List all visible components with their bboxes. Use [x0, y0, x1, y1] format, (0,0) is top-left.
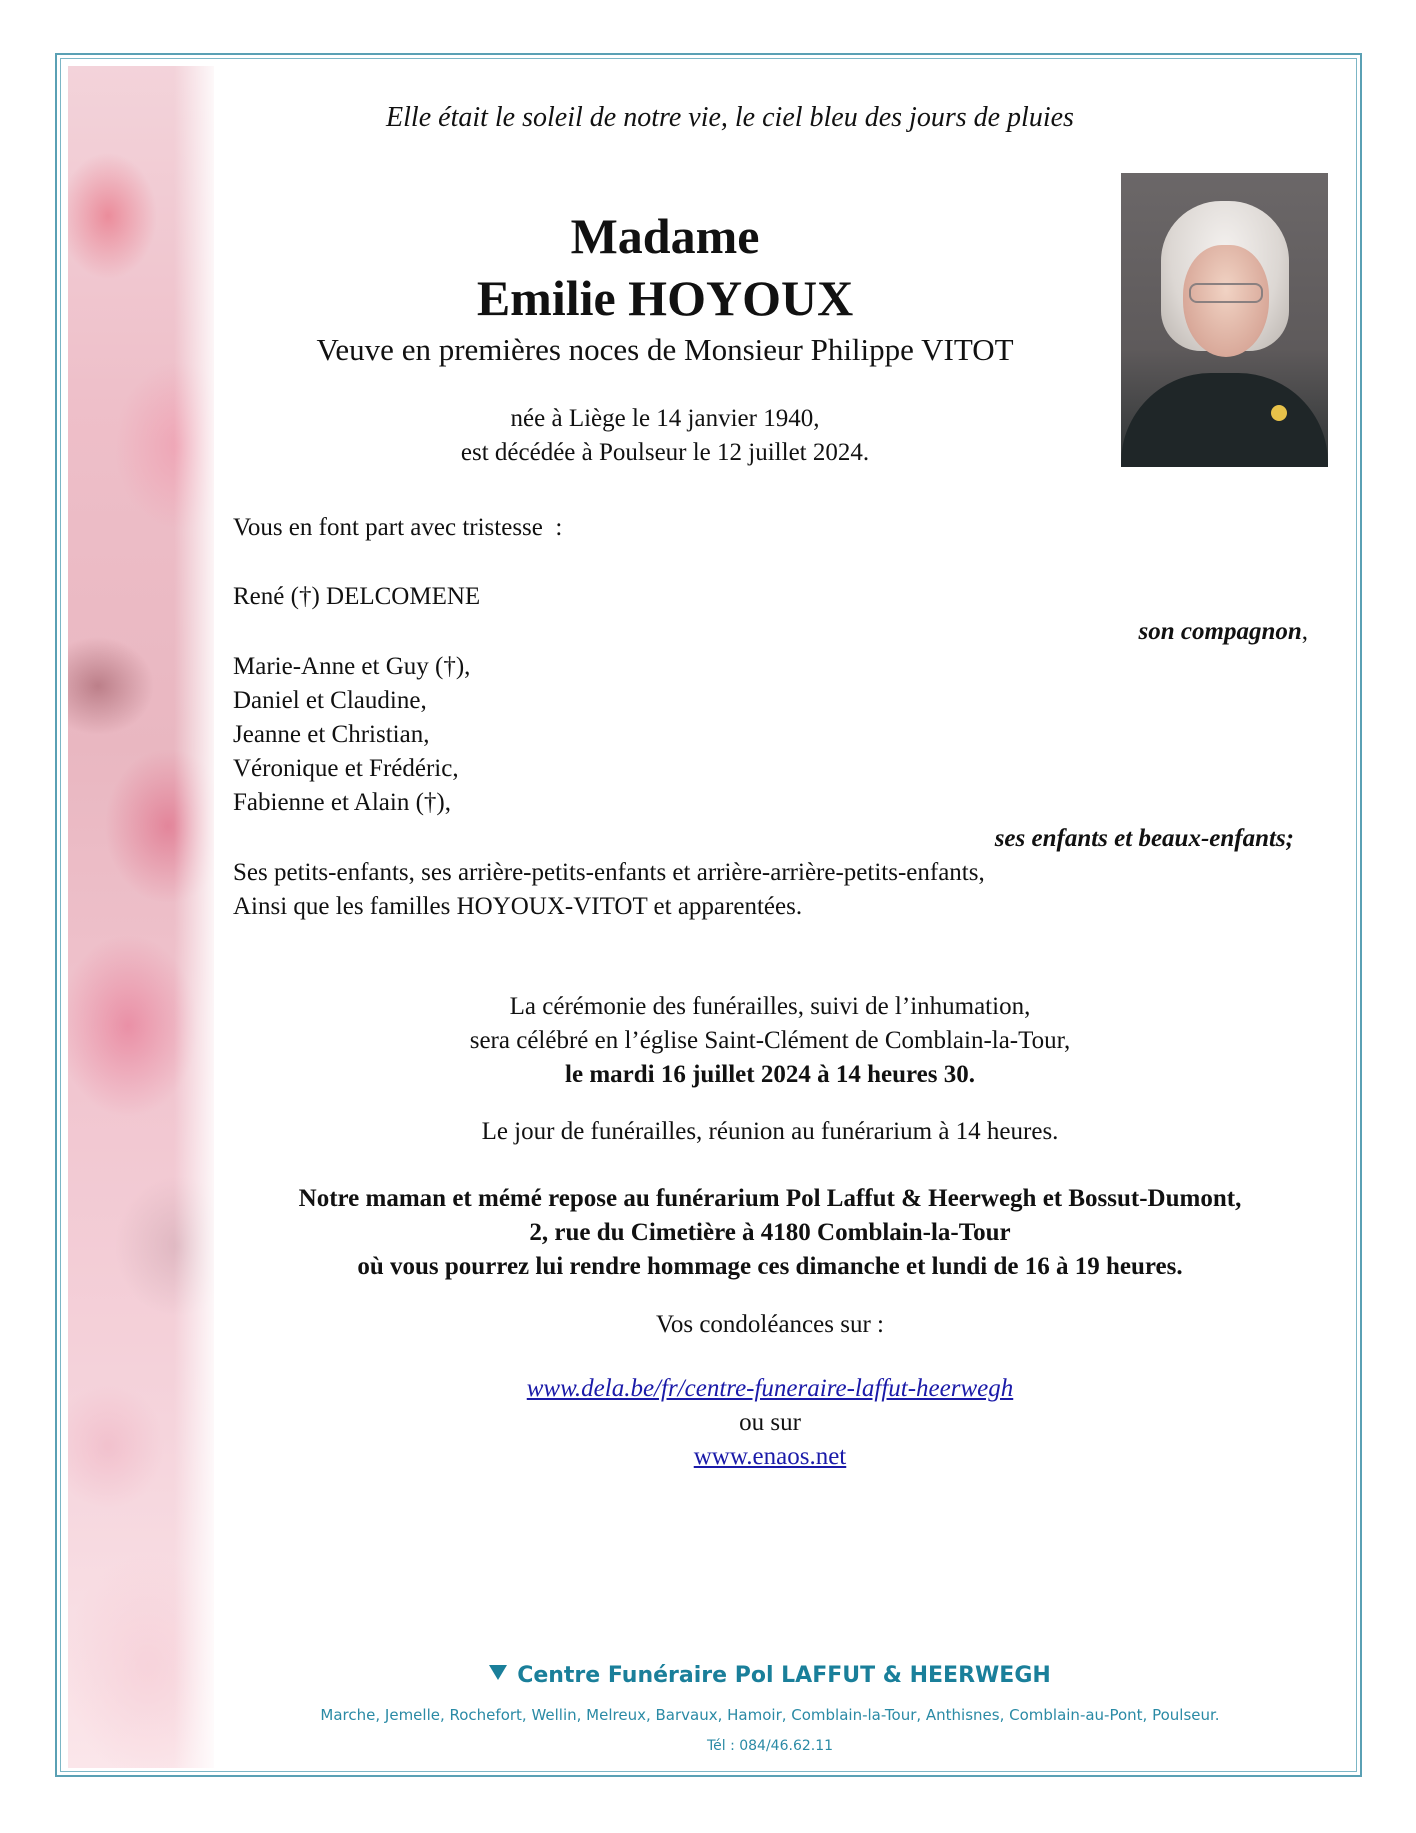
children-role: ses enfants et beaux-enfants; [994, 825, 1294, 852]
list-item: Véronique et Frédéric, [233, 755, 459, 782]
enaos-link[interactable]: www.enaos.net [693, 1443, 847, 1470]
list-item: Jeanne et Christian, [233, 721, 430, 748]
portrait-brooch [1271, 405, 1287, 421]
family-list [233, 856, 985, 924]
companion-role-text: son compagnon [1138, 618, 1302, 645]
dela-link[interactable]: www.dela.be/fr/centre-funeraire-laffut-heerwegh [526, 1375, 1014, 1402]
list-item: Daniel et Claudine, [233, 687, 427, 714]
repose-info [230, 1182, 1310, 1284]
funeral-home-phone: Tél : 084/46.62.11 [706, 1738, 834, 1754]
funeral-home-name-text: Centre Funéraire Pol LAFFUT & HEERWEGH [517, 1663, 1051, 1688]
companion-role-comma: , [1301, 618, 1308, 645]
list-item: Ainsi que les familles HOYOUX-VITOT et apparentées. [233, 893, 803, 920]
portrait-glasses [1189, 283, 1263, 303]
deceased-name: Emilie HOYOUX [476, 270, 854, 326]
portrait-body [1121, 373, 1328, 467]
funeral-home-name [230, 1663, 1310, 1688]
ceremony-line-2: sera célébré en l’église Saint-Clément de Comblain-la-Tour, [469, 1027, 1071, 1054]
list-item: Ses petits-enfants, ses arrière-petits-enfants et arrière-arrière-petits-enfants, [233, 859, 985, 886]
ceremony-line-1: La cérémonie des funérailles, suivi de l’inhumation, [509, 993, 1031, 1020]
repose-line-3: où vous pourrez lui rendre hommage ces dimanche et lundi de 16 à 19 heures. [357, 1253, 1183, 1280]
portrait-photo [1121, 173, 1328, 467]
triangle-down-icon [489, 1665, 507, 1680]
widow-line: Veuve en premières noces de Monsieur Philippe VITOT [316, 332, 1014, 367]
companion-name: René (†) DELCOMENE [233, 583, 481, 610]
repose-line-1: Notre maman et mémé repose au funérarium Pol Laffut & Heerwegh et Bossut-Dumont, [298, 1185, 1242, 1212]
condolences-label: Vos condoléances sur : [656, 1311, 884, 1338]
children-list [233, 650, 470, 820]
deceased-title [230, 205, 1100, 329]
birth-line: née à Liège le 14 janvier 1940, [510, 405, 820, 432]
announcement-intro: Vous en font part avec tristesse : [233, 514, 563, 541]
death-line: est décédée à Poulseur le 12 juillet 2024. [460, 439, 870, 466]
ceremony-date: le mardi 16 juillet 2024 à 14 heures 30. [565, 1061, 975, 1088]
life-dates [230, 402, 1100, 470]
honorific: Madame [570, 208, 760, 264]
repose-line-2: 2, rue du Cimetière à 4180 Comblain-la-Tour [529, 1219, 1011, 1246]
or-text: ou sur [739, 1409, 801, 1436]
funeral-home-towns: Marche, Jemelle, Rochefort, Wellin, Melreux, Barvaux, Hamoir, Comblain-la-Tour, Anthisnes, Comblain-au-Pont, Poulseur. [320, 1706, 1220, 1724]
list-item: Fabienne et Alain (†), [233, 789, 451, 816]
cherry-blossom-strip [68, 66, 214, 1768]
reunion-info: Le jour de funérailles, réunion au funérarium à 14 heures. [481, 1118, 1059, 1145]
list-item: Marie-Anne et Guy (†), [233, 653, 471, 680]
condolences-links [230, 1372, 1310, 1474]
epigraph: Elle était le soleil de notre vie, le ciel bleu des jours de pluies [386, 102, 1074, 133]
ceremony-info [230, 990, 1310, 1092]
companion-role [233, 615, 1308, 649]
